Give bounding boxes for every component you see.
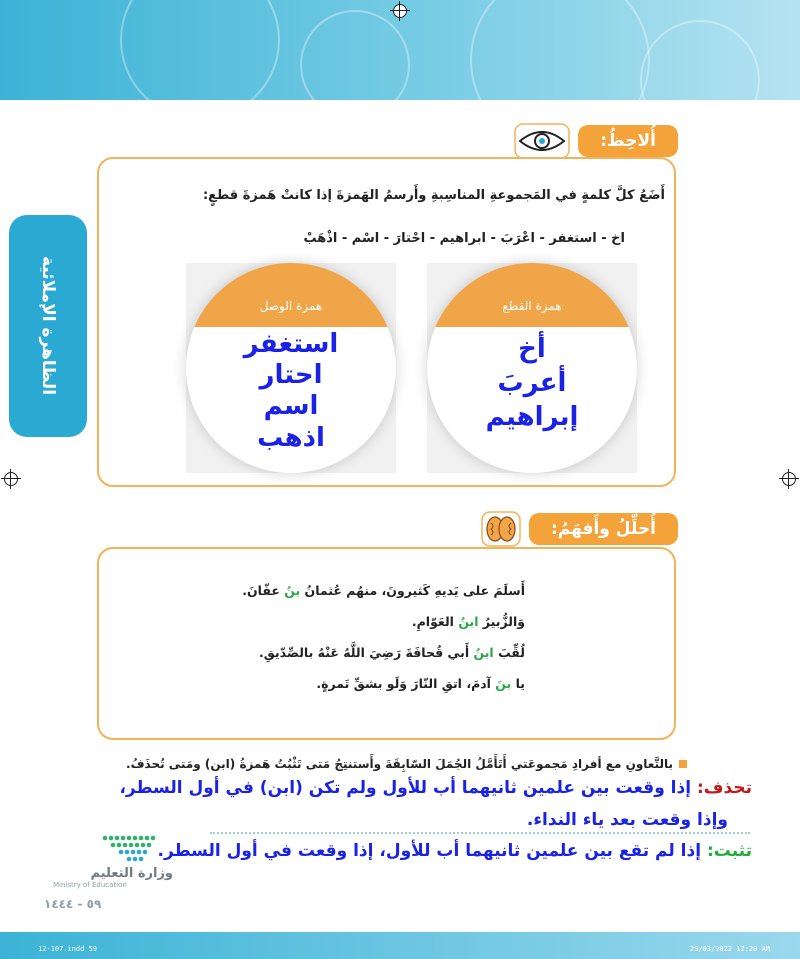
sentence bbox=[242, 676, 525, 707]
answer-item: اذهب bbox=[257, 422, 325, 453]
sentence bbox=[242, 614, 525, 645]
sentence-text: لُقِّبَ bbox=[493, 645, 525, 660]
rule-delete-label: تحذف: bbox=[696, 778, 752, 798]
ministry-dots-icon bbox=[53, 832, 163, 862]
ministry-name-en: Ministry of Education bbox=[53, 881, 127, 889]
registration-mark-icon bbox=[4, 472, 18, 486]
sentence-highlight: ابنُ bbox=[458, 614, 479, 629]
sentence bbox=[242, 645, 525, 676]
sentence-highlight: بنُ bbox=[284, 583, 301, 598]
answer-item: استغفر bbox=[243, 329, 339, 359]
ministry-logo bbox=[53, 832, 173, 889]
chapter-side-tab bbox=[9, 215, 87, 437]
rule-delete bbox=[119, 778, 752, 798]
registration-mark-icon bbox=[393, 4, 407, 18]
answer-item: أعربَ bbox=[497, 367, 567, 398]
observe-instruction: أَضَعُ كلَّ كلمةٍ في المَجموعةِ المناسِبةِ وأَرسمُ الهَمزةَ إذا كانتْ هَمزةَ قطعٍ: bbox=[202, 188, 665, 203]
rule-keep bbox=[158, 841, 752, 861]
observe-title: أُلاحِظُ: bbox=[578, 125, 678, 157]
observe-header bbox=[514, 123, 678, 159]
brain-icon bbox=[481, 511, 521, 547]
word-list: اخ - استغفر - اعْرَبَ - ابراهيم - احْتارَ - اسْم - اذْهَبْ bbox=[303, 231, 625, 246]
file-info-right: 29/03/2022 12:20 AM bbox=[689, 945, 770, 953]
sentence-highlight: ابنُ bbox=[473, 645, 494, 660]
sentence-text: عفّانَ. bbox=[242, 583, 285, 598]
sentence-list bbox=[242, 583, 525, 707]
analyze-title: أُحلِّلُ وأَفهَمُ: bbox=[529, 513, 678, 545]
sentence-text: آدمَ، اتقِ النّارَ وَلَو بشقِّ تَمرةٍ. bbox=[316, 676, 496, 691]
sentence-text: يا bbox=[511, 676, 525, 691]
rule-delete-cont bbox=[527, 810, 728, 830]
sentence bbox=[242, 583, 525, 614]
ministry-name-ar: وزارة التعليم bbox=[90, 866, 173, 881]
answer-item: أخ bbox=[518, 334, 546, 364]
group-task bbox=[126, 757, 687, 771]
bullet-square-icon bbox=[679, 760, 687, 768]
footer-band bbox=[0, 932, 800, 959]
registration-mark-icon bbox=[782, 472, 796, 486]
task-text: بالتَّعاونِ مع أفرادِ مَجموعَتي أَتَأَمَّلُ الجُمَلَ السّابِقَةَ وأَستنتِجُ مَتى تَثْبُتُ هَمزةُ (ابن) ومَتى تُحذَفُ. bbox=[126, 757, 673, 771]
sentence-highlight: بنَ bbox=[495, 676, 512, 691]
card-title: همزة القطع bbox=[427, 263, 637, 327]
sentence-text: أَسلَمَ على يَديهِ كَثيرونَ، منهُم عُثمانُ bbox=[300, 583, 525, 598]
sentence-text: أَبي قُحافَةَ رَضِيَ اللَّهُ عَنْهُ بالصِّدّيقِ. bbox=[258, 645, 474, 660]
rule-keep-label: تثبت: bbox=[706, 841, 752, 861]
hamzat-qat-card bbox=[427, 263, 637, 473]
sentence-text: العَوّامِ. bbox=[411, 614, 459, 629]
sentence-text: وَالزُّبيرُ bbox=[478, 614, 525, 629]
rule-delete-text: إذا وقعت بين علمين ثانيهما أب للأول ولم تكن (ابن) في أول السطر، bbox=[119, 778, 697, 798]
analyze-header bbox=[481, 511, 678, 547]
hamzat-wasl-card bbox=[186, 263, 396, 473]
rule-delete-text-2: وإذا وقعت بعد ياء النداء. bbox=[526, 810, 728, 830]
page-number: ٥٩ - ١٤٤٤ bbox=[44, 897, 102, 911]
answer-item: اسم bbox=[263, 391, 319, 422]
file-info-left: 12-107.indd 59 bbox=[38, 945, 98, 953]
eye-icon bbox=[514, 123, 570, 159]
answer-item: احتار bbox=[259, 360, 323, 391]
card-title: همزة الوصل bbox=[186, 263, 396, 327]
answer-item: إبراهيم bbox=[485, 401, 579, 432]
rule-keep-text: إذا لم تقع بين علمين ثانيهما أب للأول، إذا وقعت في أول السطر. bbox=[157, 841, 707, 861]
side-tab-label: الظاهرة الإملائية bbox=[38, 256, 58, 396]
divider bbox=[210, 832, 750, 834]
